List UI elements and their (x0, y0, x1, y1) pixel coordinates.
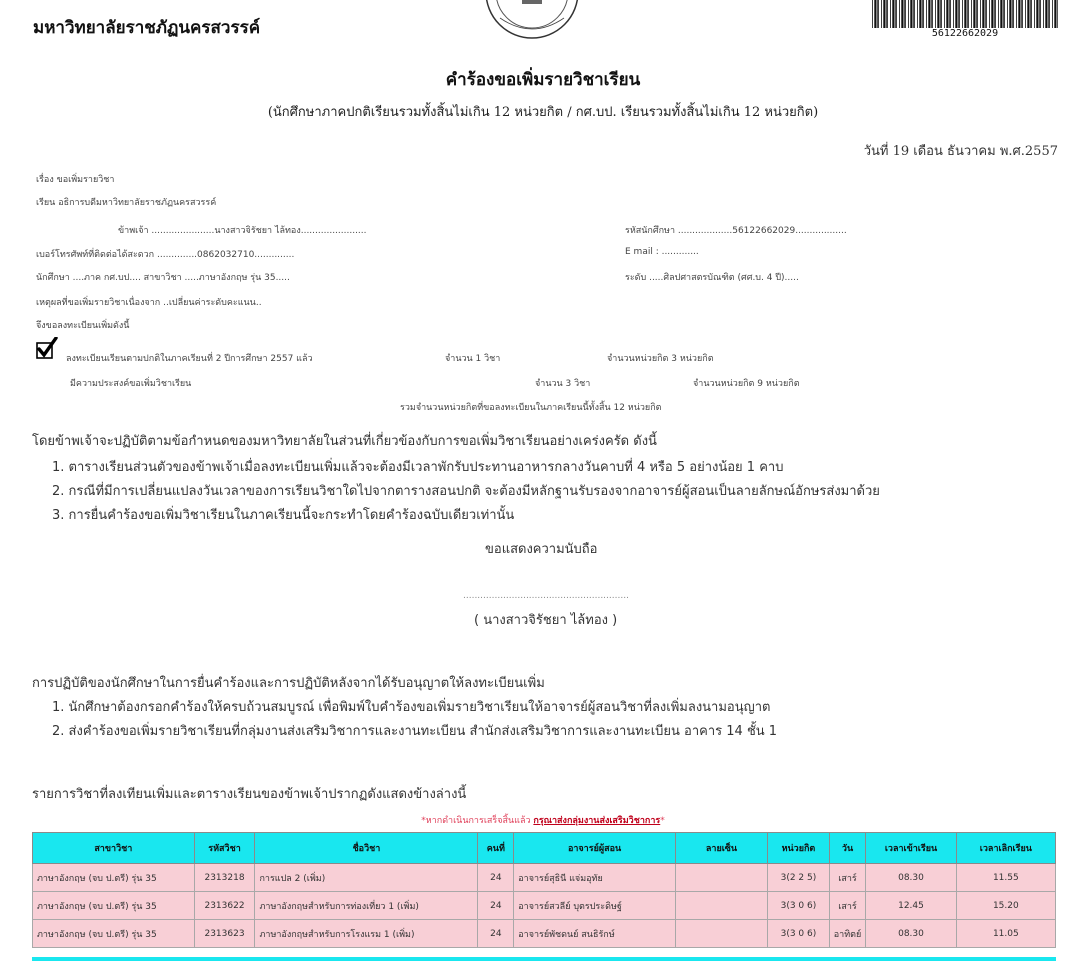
courses-heading: รายการวิชาที่ลงเทียนเพิ่มและตารางเรียนของข้าพเจ้าปรากฏดังแสดงข้างล่างนี้ (32, 787, 467, 802)
barcode-bar (890, 0, 891, 28)
table-row (33, 864, 1056, 892)
barcode-bar (1057, 0, 1058, 28)
barcode-bar (1021, 0, 1023, 28)
barcode-bar (1007, 0, 1008, 28)
course-code-cell: 2313622 (194, 892, 255, 920)
barcode-bar (922, 0, 924, 28)
submit-note-prefix: *หากดำเนินการเสร็จสิ้นแล้ว (421, 816, 534, 826)
barcode-bar (1036, 0, 1038, 28)
program-field: นักศึกษา ....ภาค กศ.บป.... สาขาวิชา .....ภาษาอังกฤษ รุ่น 35..... (36, 273, 290, 283)
column-header: เวลาเลิกเรียน (956, 833, 1055, 864)
end-time-cell: 11.55 (956, 864, 1055, 892)
end-time-cell: 11.05 (956, 920, 1055, 948)
barcode-bar (1025, 0, 1026, 28)
reason-field: เหตุผลที่ขอเพิ่มรายวิชาเนื่องจาก ..เปลี่ยนค่าระดับคะแนน.. (36, 298, 262, 308)
barcode-bar (937, 0, 939, 28)
barcode-bar (998, 0, 999, 28)
agreement-intro: โดยข้าพเจ้าจะปฏิบัติตามข้อกำหนดของมหาวิทยาลัยในส่วนที่เกี่ยวข้องกับการขอเพิ่มวิชาเรียนอย่างเคร่งครัด ดังนี้ (32, 434, 657, 449)
barcode-bar (955, 0, 957, 28)
barcode-bar (883, 0, 885, 28)
courses-table (32, 832, 1056, 948)
barcode-bar (910, 0, 912, 28)
procedure-intro: การปฏิบัติของนักศึกษาในการยื่นคำร้องและการปฏิบัติหลังจากได้รับอนุญาตให้ลงทะเบียนเพิ่ม (32, 676, 545, 691)
barcode-bar (1030, 0, 1032, 28)
course-name-cell: การแปล 2 (เพิ่ม) (255, 864, 478, 892)
barcode-bar (1048, 0, 1050, 28)
barcode-bar (964, 0, 966, 28)
day-cell: อาทิตย์ (829, 920, 866, 948)
barcode-bar (953, 0, 954, 28)
table-next-row-strip (32, 957, 1056, 961)
signature-name: ( นางสาวจิรัชยา ไล้ทอง ) (474, 613, 618, 628)
registered-credits: จำนวนหน่วยกิต 3 หน่วยกิต (607, 354, 714, 364)
barcode-bar (1018, 0, 1020, 28)
subject-line: เรื่อง ขอเพิ่มรายวิชา (36, 175, 115, 185)
barcode-bar (985, 0, 987, 28)
barcode-bar (1016, 0, 1017, 28)
credits-cell: 3(2 2 5) (768, 864, 830, 892)
column-header: ชื่อวิชา (255, 833, 478, 864)
column-header: หน่วยกิต (768, 833, 830, 864)
registered-line: ลงทะเบียนเรียนตามปกติในภาคเรียนที่ 2 ปีการศึกษา 2557 แล้ว (66, 354, 313, 364)
barcode-bar (919, 0, 921, 28)
major-cell: ภาษาอังกฤษ (จบ ป.ตรี) รุ่น 35 (33, 864, 195, 892)
instructor-cell: อาจารย์พัชดนย์ สนธิรักษ์ (514, 920, 676, 948)
signature-cell (675, 892, 767, 920)
signature-cell (675, 864, 767, 892)
table-row (33, 920, 1056, 948)
form-date: วันที่ 19 เดือน ธันวาคม พ.ศ.2557 (863, 144, 1058, 159)
column-header: รหัสวิชา (194, 833, 255, 864)
barcode-bar (980, 0, 981, 28)
barcode-bar (1003, 0, 1005, 28)
start-time-cell: 08.30 (866, 920, 956, 948)
course-name-cell: ภาษาอังกฤษสำหรับการโรงแรม 1 (เพิ่ม) (255, 920, 478, 948)
procedure-item: 1. นักศึกษาต้องกรอกคำร้องให้ครบถ้วนสมบูรณ์ เพื่อพิมพ์ใบคำร้องขอเพิ่มรายวิชาเรียนให้อาจารย์ผู้สอนวิชาที่ลงเพิ่มลงนามอนุญาต (52, 700, 771, 715)
credits-cell: 3(3 0 6) (768, 892, 830, 920)
barcode-image (872, 0, 1058, 28)
credits-cell: 3(3 0 6) (768, 920, 830, 948)
barcode-bar (917, 0, 918, 28)
start-time-cell: 12.45 (866, 892, 956, 920)
form-title: คำร้องขอเพิ่มรายวิชาเรียน (445, 70, 641, 90)
start-time-cell: 08.30 (866, 864, 956, 892)
column-header: วัน (829, 833, 866, 864)
column-header: เวลาเข้าเรียน (866, 833, 956, 864)
course-code-cell: 2313623 (194, 920, 255, 948)
barcode-bar (949, 0, 951, 28)
barcode-bar (1052, 0, 1053, 28)
barcode-bar (908, 0, 909, 28)
barcode-bar (940, 0, 942, 28)
barcode-bar (994, 0, 996, 28)
phone-field: เบอร์โทรศัพท์ที่ติดต่อได้สะดวก ..............0862032710.............. (36, 250, 295, 260)
barcode-bar (928, 0, 930, 28)
barcode-bar (1012, 0, 1014, 28)
barcode-bar (989, 0, 990, 28)
student-id-field: รหัสนักศึกษา ...................56122662029.................. (625, 226, 847, 236)
barcode-bar (958, 0, 960, 28)
registered-count: จำนวน 1 วิชา (445, 354, 501, 364)
intent-line: มีความประสงค์ขอเพิ่มวิชาเรียน (70, 379, 192, 389)
barcode-bar (976, 0, 978, 28)
closing-text: ขอแสดงความนับถือ (485, 542, 598, 557)
barcode-bar (881, 0, 882, 28)
addressee-line: เรียน อธิการบดีมหาวิทยาลัยราชภัฏนครสวรรค์ (36, 198, 217, 208)
barcode-bar (892, 0, 894, 28)
course-name-cell: ภาษาอังกฤษสำหรับการท่องเที่ยว 1 (เพิ่ม) (255, 892, 478, 920)
signature-line: .......................................................... (463, 591, 629, 601)
agreement-item: 1. ตารางเรียนส่วนตัวของข้าพเจ้าเมื่อลงทะเบียนเพิ่มแล้วจะต้องมีเวลาพักรับประทานอาหารกลางวันคาบที่ 4 หรือ 5 อย่างน้อย 1 คาบ (52, 460, 784, 475)
major-cell: ภาษาอังกฤษ (จบ ป.ตรี) รุ่น 35 (33, 892, 195, 920)
intent-credits: จำนวนหน่วยกิต 9 หน่วยกิต (693, 379, 800, 389)
barcode-bar (935, 0, 936, 28)
submit-note (0, 813, 1086, 827)
form-subtitle: (นักศึกษาภาคปกติเรียนรวมทั้งสิ้นไม่เกิน 12 หน่วยกิต / กศ.บป. เรียนรวมทั้งสิ้นไม่เกิน 12 หน่วยกิต) (267, 105, 819, 120)
barcode-bar (1054, 0, 1056, 28)
university-name: มหาวิทยาลัยราชภัฏนครสวรรค์ (33, 18, 261, 38)
barcode-bar (931, 0, 933, 28)
table-header-row (33, 833, 1056, 864)
section-cell: 24 (478, 864, 514, 892)
agreement-item: 3. การยื่นคำร้องขอเพิ่มวิชาเรียนในภาคเรียนนี้จะกระทำโดยคำร้องฉบับเดียวเท่านั้น (52, 508, 515, 523)
email-field: E mail : ............. (625, 247, 699, 257)
section-cell: 24 (478, 920, 514, 948)
barcode-bar (899, 0, 900, 28)
barcode-bar (1027, 0, 1029, 28)
barcode-bar (913, 0, 915, 28)
student-name-field: ข้าพเจ้า ......................นางสาวจิรัชยา ไล้ทอง....................... (118, 226, 367, 236)
barcode-bar (895, 0, 897, 28)
barcode-bar (944, 0, 945, 28)
column-header: สาขาวิชา (33, 833, 195, 864)
signature-cell (675, 920, 767, 948)
course-code-cell: 2313218 (194, 864, 255, 892)
total-credits-line: รวมจำนวนหน่วยกิตที่ขอลงทะเบียนในภาคเรียนนี้ทั้งสิ้น 12 หน่วยกิต (400, 403, 662, 413)
agreement-item: 2. กรณีที่มีการเปลี่ยนแปลงวันเวลาของการเรียนวิชาใดไปจากตารางสอนปกติ จะต้องมีหลักฐานรับรองจากอาจารย์ผู้สอนเป็นลายลักษณ์อักษรส่งมาด้วย (52, 484, 880, 499)
instructor-cell: อาจารย์สวลีย์ บุตรประดิษฐ์ (514, 892, 676, 920)
university-seal-logo (470, 0, 594, 40)
barcode-bar (904, 0, 906, 28)
barcode-bar (1039, 0, 1041, 28)
barcode-bar (973, 0, 975, 28)
barcode-bar (982, 0, 984, 28)
table-row (33, 892, 1056, 920)
end-time-cell: 15.20 (956, 892, 1055, 920)
column-header: อาจารย์ผู้สอน (514, 833, 676, 864)
barcode-bar (1009, 0, 1011, 28)
barcode-bar (877, 0, 879, 28)
level-field: ระดับ .....ศิลปศาสตรบัณฑิต (ศศ.บ. 4 ปี)..... (625, 273, 799, 283)
section-cell: 24 (478, 892, 514, 920)
column-header: คนที่ (478, 833, 514, 864)
barcode-number: 56122662029 (931, 28, 999, 39)
registered-checkbox[interactable] (36, 337, 58, 359)
barcode-bar (1045, 0, 1047, 28)
barcode-bar (872, 0, 873, 28)
major-cell: ภาษาอังกฤษ (จบ ป.ตรี) รุ่น 35 (33, 920, 195, 948)
barcode-bar (1000, 0, 1002, 28)
intent-count: จำนวน 3 วิชา (535, 379, 591, 389)
barcode-bar (874, 0, 876, 28)
request-line: จึงขอลงทะเบียนเพิ่มดังนี้ (36, 321, 130, 331)
barcode-bar (886, 0, 888, 28)
instructor-cell: อาจารย์สุธินี แจ่มอุทัย (514, 864, 676, 892)
barcode-bar (901, 0, 903, 28)
barcode-bar (1034, 0, 1035, 28)
day-cell: เสาร์ (829, 864, 866, 892)
barcode-bar (991, 0, 993, 28)
barcode-bar (926, 0, 927, 28)
barcode-bar (967, 0, 969, 28)
barcode-bar (962, 0, 963, 28)
procedure-item: 2. ส่งคำร้องขอเพิ่มรายวิชาเรียนที่กลุ่มงานส่งเสริมวิชาการและงานทะเบียน สำนักส่งเสริมวิชาการและงานทะเบียน อาคาร 14 ชั้น 1 (52, 724, 778, 739)
day-cell: เสาร์ (829, 892, 866, 920)
barcode-bar (971, 0, 972, 28)
column-header: ลายเซ็น (675, 833, 767, 864)
barcode-bar (946, 0, 948, 28)
barcode-bar (1043, 0, 1044, 28)
submit-note-suffix: * (660, 816, 665, 826)
submit-note-link[interactable]: กรุณาส่งกลุ่มงานส่งเสริมวิชาการ (533, 816, 661, 826)
